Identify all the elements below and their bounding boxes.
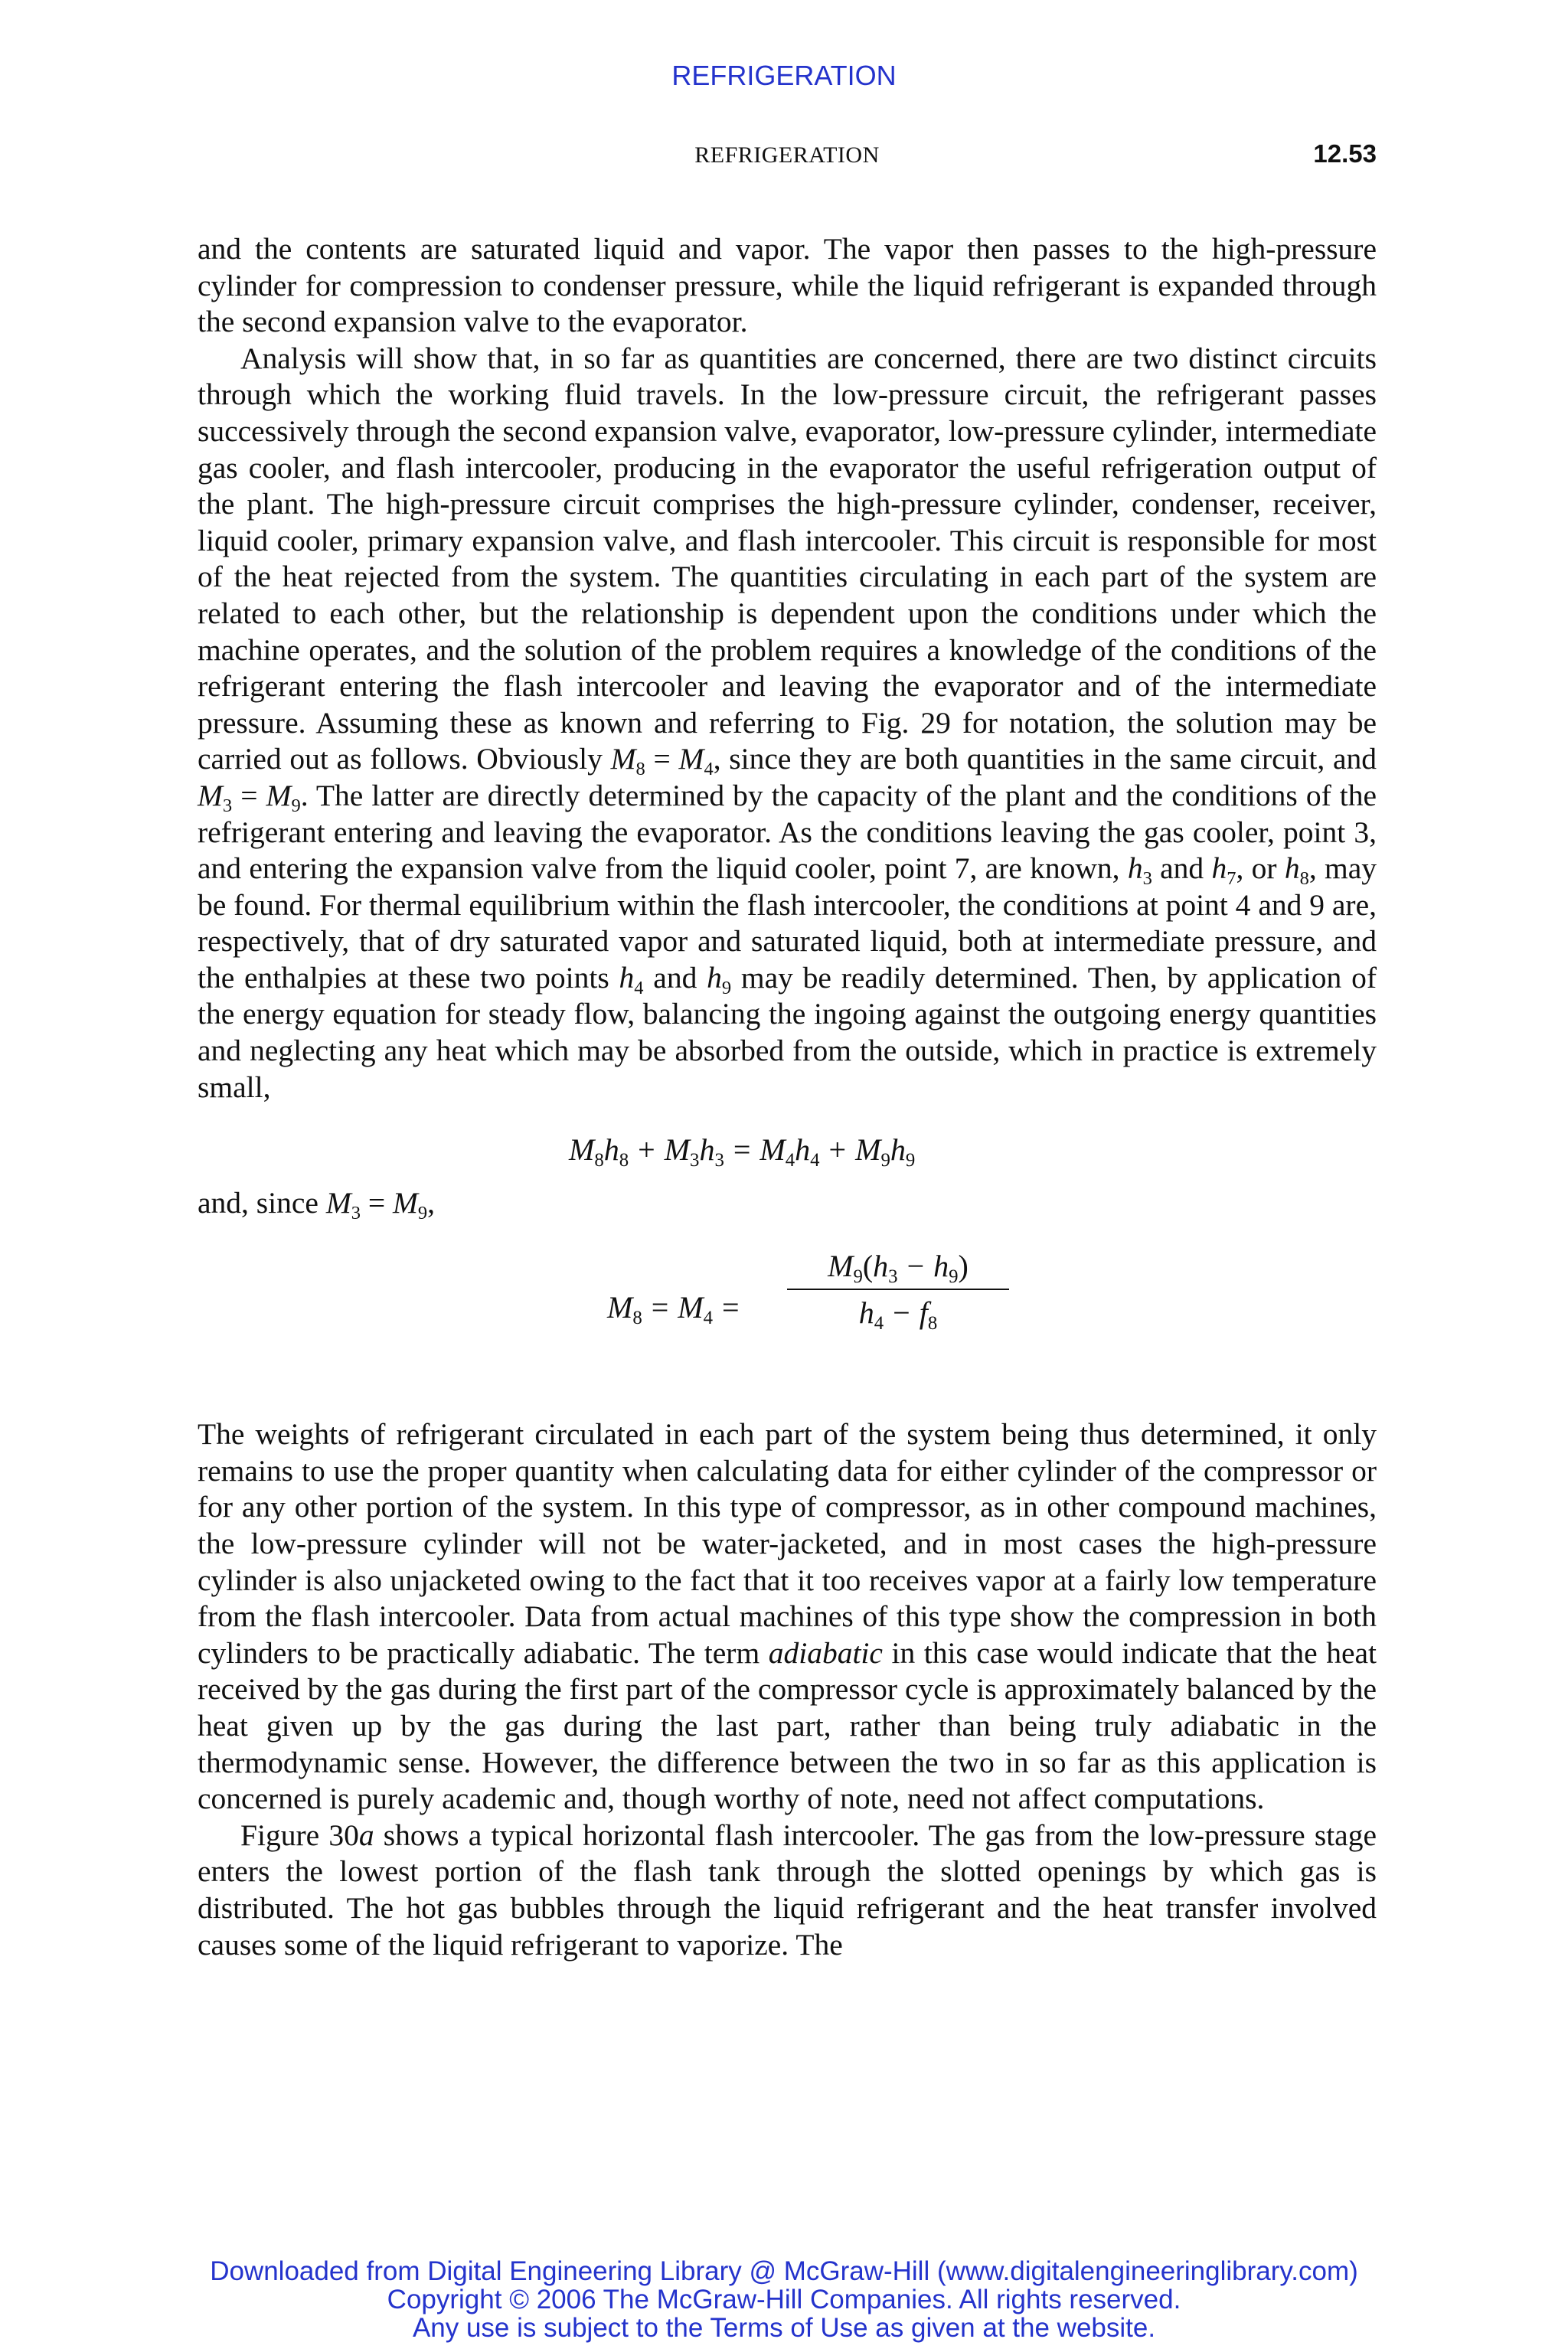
subscript: 4 <box>704 759 714 780</box>
subscript: 4 <box>874 1313 884 1334</box>
var-m: M <box>325 1186 351 1220</box>
subscript: 9 <box>853 1266 863 1288</box>
subscript: 8 <box>594 1150 604 1171</box>
subscript: 3 <box>222 795 233 816</box>
var-h: h <box>858 1295 874 1331</box>
var-h: h <box>933 1249 949 1284</box>
paragraph-2-text-g: and <box>643 960 707 995</box>
subscript: 8 <box>619 1150 629 1171</box>
running-title: REFRIGERATION <box>694 142 880 168</box>
subscript: 9 <box>905 1150 916 1171</box>
var-h: h <box>1284 851 1300 886</box>
footer-download-link[interactable]: Downloaded from Digital Engineering Library @ McGraw-Hill (www.digitalengineeringlibrary.com) <box>210 2256 1358 2286</box>
var-h: h <box>603 1132 619 1168</box>
page-number: 12.53 <box>1313 139 1377 168</box>
equals-sign: = <box>653 742 671 776</box>
paragraph-2-text-e: , or <box>1236 851 1285 886</box>
paragraph-2-text-a: Analysis will show that, in so far as quantities are concerned, there are two distinct circuits through which the working fluid travels. In the low-pressure circuit, the refrigerant passes successively through the second expansion valve, evaporator, low-pressure cylinder, intermediate gas cooler, and flash intercooler, producing in the evaporator the useful refrigeration output of the plant. The high-pressure circuit comprises the high-pressure cylinder, condenser, receiver, liquid cooler, primary expansion valve, and flash intercooler. This circuit is responsible for most of the heat rejected from the system. The quantities circulating in each part of the system are related to each other, but the relationship is dependent upon the conditions under which the machine operates, and the solution of the problem requires a knowledge of the conditions of the refrigerant entering the flash intercooler and leaving the evaporator and of the intermediate pressure. Assuming these as known and referring to Fig. 29 for notation, the solution may be carried out as follows. Obviously <box>198 341 1377 776</box>
plus-sign: + <box>638 1132 655 1168</box>
var-m: M <box>828 1249 854 1284</box>
plus-sign: + <box>828 1132 847 1168</box>
footer-notice <box>0 2257 1568 2342</box>
running-head <box>198 139 1377 176</box>
var-m: M <box>760 1132 786 1168</box>
lead-in-text: and, since <box>198 1186 326 1220</box>
right-paren: ) <box>958 1249 969 1284</box>
equals-sign: = <box>368 1186 386 1220</box>
subscript: 7 <box>1227 867 1236 889</box>
subscript: 3 <box>1142 867 1152 889</box>
paragraph-2-text-d: and <box>1152 851 1212 886</box>
paragraph-2-text-b: , since they are both quantities in the same circuit, and <box>713 742 1377 776</box>
equals-sign: = <box>651 1290 669 1325</box>
minus-sign: − <box>893 1295 910 1331</box>
paragraph-4 <box>198 1818 1377 1963</box>
equation-content <box>569 1132 916 1171</box>
subscript: 9 <box>721 977 732 998</box>
var-h: h <box>873 1249 889 1284</box>
var-h: h <box>699 1132 715 1168</box>
subscript: 3 <box>351 1203 361 1224</box>
subscript: 9 <box>291 795 301 816</box>
paragraph-3-text-b: in this case would indicate that the heat received by the gas during the first part of the compressor cycle is approximately balanced by the heat given up by the gas during the last part, rather than being truly adiabatic in the thermodynamic sense. However, the difference between the two in so far as this application is concerned is purely academic and, though worthy of note, need not affect computations. <box>198 1635 1377 1816</box>
paragraph-3 <box>198 1416 1377 1818</box>
figure-letter: a <box>358 1818 374 1852</box>
var-m: M <box>569 1132 595 1168</box>
paragraph-4-text-a: Figure 30 <box>240 1818 359 1852</box>
paragraph-4-text-b: shows a typical horizontal flash intercooler. The gas from the low-pressure stage enters the lowest portion of the flash tank through the slotted openings by which gas is distributed. The hot gas bubbles through the liquid refrigerant and the heat transfer involved causes some of the liquid refrigerant to vaporize. The <box>198 1818 1377 1962</box>
var-m: M <box>855 1132 881 1168</box>
subscript: 9 <box>880 1150 890 1171</box>
var-m: M <box>678 1290 704 1325</box>
subscript: 9 <box>417 1203 428 1224</box>
subscript: 8 <box>635 759 645 780</box>
page-body <box>198 231 1377 1963</box>
var-m: M <box>393 1186 418 1220</box>
equation-lhs <box>607 1289 749 1329</box>
fraction <box>787 1248 1009 1334</box>
var-m: M <box>664 1132 691 1168</box>
paragraph-2-text-h: may be readily determined. Then, by application of the energy equation for steady flow, balancing the ingoing against the outgoing energy quantities and neglecting any heat which may be absorbed from the outside, which in practice is extremely small, <box>198 960 1377 1104</box>
subscript: 8 <box>632 1308 642 1329</box>
var-h: h <box>707 960 722 995</box>
subscript: 3 <box>690 1150 700 1171</box>
footer-copyright[interactable]: Copyright © 2006 The McGraw-Hill Companies. All rights reserved. <box>387 2285 1181 2314</box>
left-paren: ( <box>862 1249 874 1284</box>
equation-lead-in <box>198 1185 1377 1240</box>
emphasis-adiabatic: adiabatic <box>768 1635 883 1670</box>
paragraph-2-text-f: , may be found. For thermal equilibrium within the flash intercooler, the conditions at point 4 and 9 are, respectively, that of dry saturated vapor and saturated liquid, both at intermediate pressure, and the enthalpies at these two points <box>198 851 1377 995</box>
subscript: 4 <box>810 1150 820 1171</box>
equals-sign: = <box>722 1290 740 1325</box>
subscript: 4 <box>703 1308 714 1329</box>
var-h: h <box>795 1132 811 1168</box>
subscript: 3 <box>714 1150 724 1171</box>
paragraph-2 <box>198 341 1377 1106</box>
footer-terms[interactable]: Any use is subject to the Terms of Use as given at the website. <box>412 2313 1156 2343</box>
paragraph-3-text-a: The weights of refrigerant circulated in each part of the system being thus determined, it only remains to use the proper quantity when calculating data for either cylinder of the compressor or for any other portion of the system. In this type of compressor, as in other compound machines, the low-pressure cylinder will not be water-jacketed, and in most cases the high-pressure cylinder is also unjacketed owing to the fact that it too receives vapor at a fairly low temperature from the flash intercooler. Data from actual machines of this type show the compression in both cylinders to be practically adiabatic. The term <box>198 1417 1377 1670</box>
paragraph-2-text-c: . The latter are directly determined by the capacity of the plant and the conditions of the refrigerant entering and leaving the evaporator. As the conditions leaving the gas cooler, point 3, and entering the expansion valve from the liquid cooler, point 7, are known, <box>198 778 1377 886</box>
subscript: 8 <box>927 1313 938 1334</box>
var-h: h <box>890 1132 906 1168</box>
lead-in-end: , <box>427 1186 436 1220</box>
subscript: 8 <box>1299 867 1309 889</box>
var-m: M <box>198 778 223 812</box>
var-m: M <box>610 742 636 776</box>
subscript: 4 <box>634 977 644 998</box>
var-m: M <box>266 778 292 812</box>
var-h: h <box>1127 851 1143 886</box>
equals-sign: = <box>733 1132 751 1168</box>
subscript: 3 <box>888 1266 898 1288</box>
var-m: M <box>678 742 704 776</box>
subscript: 4 <box>785 1150 795 1171</box>
var-h: h <box>1211 851 1227 886</box>
minus-sign: − <box>906 1249 925 1284</box>
mass-flow-equation <box>198 1240 1377 1416</box>
fraction-numerator <box>787 1248 1009 1290</box>
fraction-denominator <box>787 1290 1009 1334</box>
header-link[interactable]: REFRIGERATION <box>671 60 897 91</box>
var-f: f <box>919 1295 928 1331</box>
paragraph-1: and the contents are saturated liquid and vapor. The vapor then passes to the high-pressure cylinder for compression to condenser pressure, while the liquid refrigerant is expanded through the second expansion valve to the evaporator. <box>198 232 1377 339</box>
subscript: 9 <box>949 1266 959 1288</box>
equals-sign: = <box>240 778 258 812</box>
var-m: M <box>607 1290 633 1325</box>
energy-balance-equation <box>198 1116 1377 1185</box>
var-h: h <box>619 960 635 995</box>
